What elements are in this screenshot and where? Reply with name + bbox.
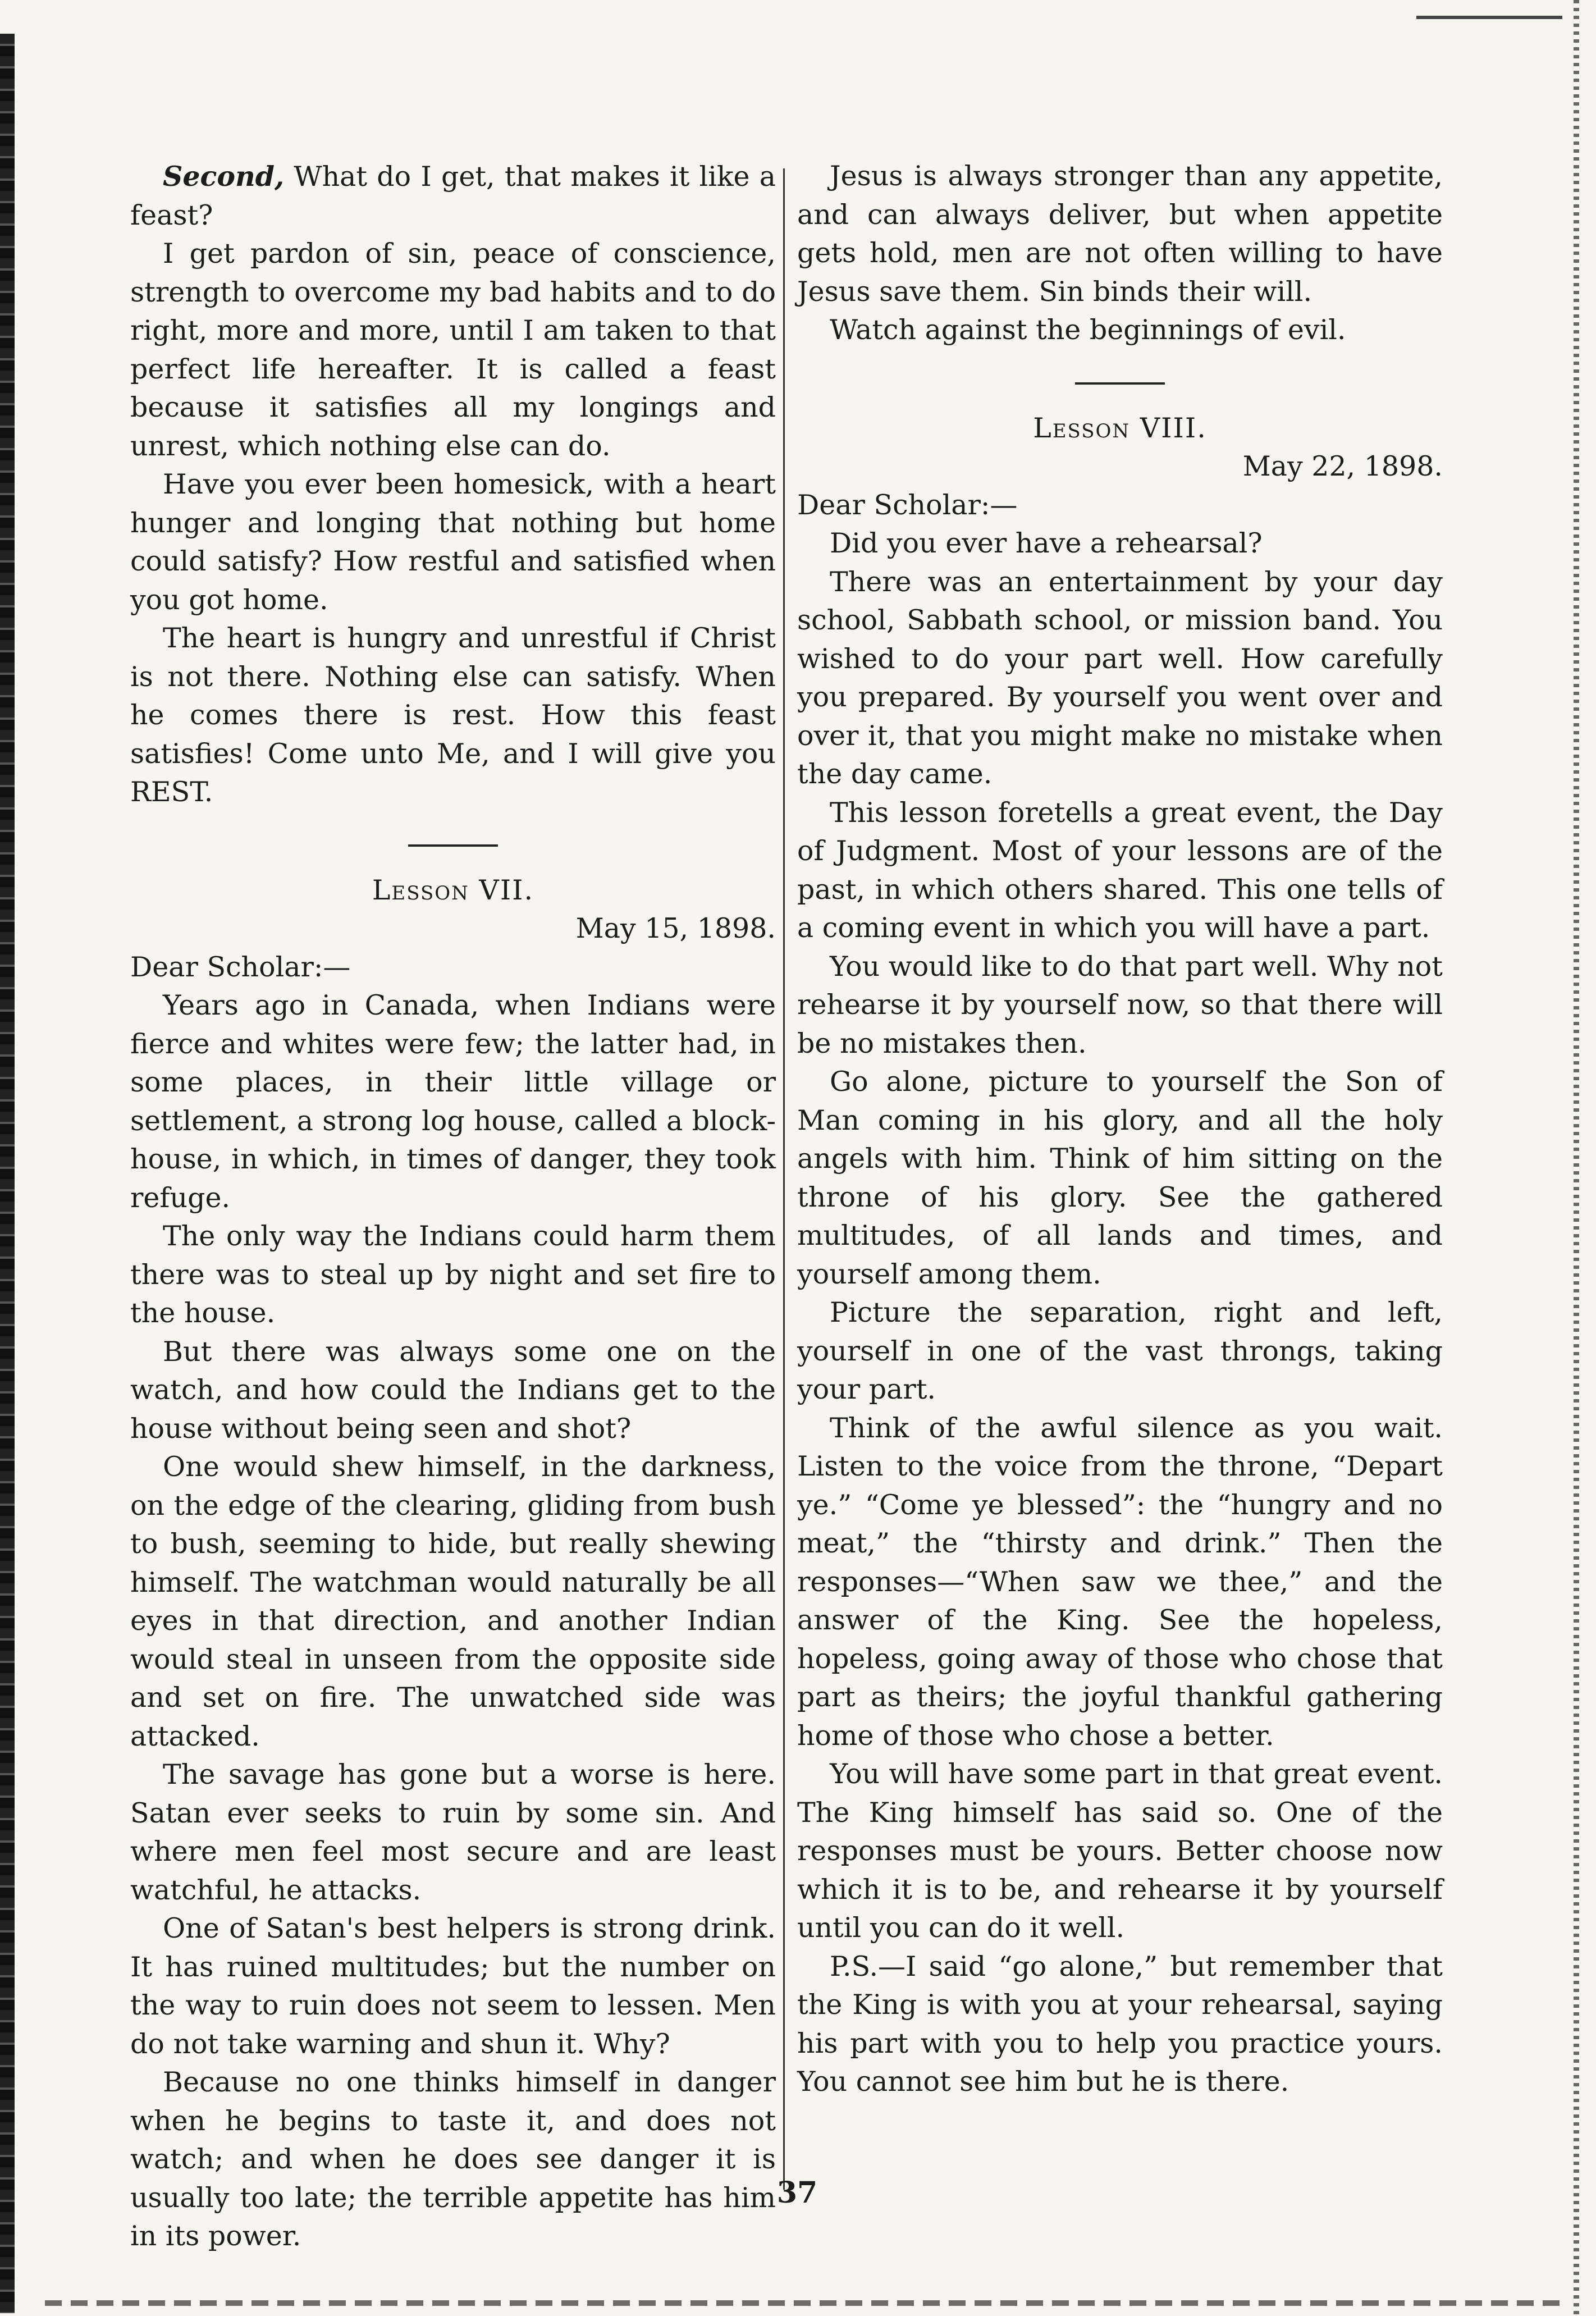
lesson-date: May 15, 1898.: [575, 912, 776, 944]
intro-text: What do I get, that makes it like a feast?: [130, 161, 776, 231]
paragraph: One would shew himself, in the darkness, on the edge of the clearing, gliding from bush to bush, seeming to hide, but really shewing himself. The watchman would naturally be all eyes in that direction, and another Indian would steal in unseen from the opposite side and set on fire. The unwatched side was attacked.: [130, 1451, 776, 1752]
section-divider: [1075, 382, 1165, 385]
paragraph: There was an entertainment by your day school, Sabbath school, or mission band. You wished to do your part well. How carefully you prepared. By yourself you went over and over it, that you might make no mistake when the day came.: [797, 565, 1443, 790]
paragraph: Did you ever have a rehearsal?: [830, 527, 1263, 559]
left-column: [130, 157, 776, 2256]
lesson-title: Lesson VIII.: [1033, 412, 1207, 444]
page-edge-right: [1574, 0, 1579, 2316]
paragraph: The heart is hungry and unrestful if Christ is not there. Nothing else can satisfy. When he comes there is rest. How this feast satisfies! Come unto Me, and I will give you REST.: [130, 622, 776, 808]
paragraph: Go alone, picture to yourself the Son of Man coming in his glory, and all the holy angels with him. Think of him sitting on the throne of his glory. See the gathered multitudes, of all lands and times, and yourself among them.: [797, 1066, 1443, 1290]
section-divider: [408, 844, 498, 847]
paragraph: The savage has gone but a worse is here. Satan ever seeks to ruin by some sin. And where men feel most secure and are least watchful, he attacks.: [130, 1758, 776, 1906]
paragraph: Think of the awful silence as you wait. Listen to the voice from the throne, “Depart ye.” “Come ye blessed”: the “hungry and no meat,” the “thirsty and drink.” Then the responses—“When saw we thee,” and the answer of the King. See the hopeless, hopeless, going away of those who chose that part as theirs; the joyful thankful gathering home of those who chose a better.: [797, 1411, 1443, 1752]
paragraph: Years ago in Canada, when Indians were fierce and whites were few; the latter had, in some places, in their little village or settlement, a strong log house, called a block-house, in which, in times of danger, they took refuge.: [130, 989, 776, 1214]
paragraph: You would like to do that part well. Why not rehearse it by yourself now, so that there will be no mistakes then.: [797, 950, 1443, 1059]
paragraph: The only way the Indians could harm them there was to steal up by night and set fire to the house.: [130, 1220, 776, 1329]
salutation: Dear Scholar:—: [130, 951, 351, 983]
paragraph: Watch against the beginnings of evil.: [830, 314, 1346, 346]
paragraph: Have you ever been homesick, with a heart hunger and longing that nothing but home could satisfy? How restful and satisfied when you got home.: [130, 468, 776, 616]
lesson-date: May 22, 1898.: [1242, 450, 1443, 482]
intro-emphasis: Second,: [163, 160, 285, 193]
paragraph: One of Satan's best helpers is strong drink. It has ruined multitudes; but the number on the way to ruin does not seem to lessen. Men do not take warning and shun it. Why?: [130, 1912, 776, 2060]
paragraph: Picture the separation, right and left, yourself in one of the vast throngs, taking your part.: [797, 1296, 1443, 1405]
paragraph: This lesson foretells a great event, the Day of Judgment. Most of your lessons are of the past, in which others shared. This one tells of a coming event in which you will have a part.: [797, 796, 1443, 944]
lesson-title: Lesson VII.: [372, 874, 534, 906]
page-edge-bottom: [45, 2300, 1561, 2306]
paragraph: P.S.—I said “go alone,” but remember that the King is with you at your rehearsal, saying his part with you to help you practice yours. You cannot see him but he is there.: [797, 1950, 1443, 2098]
intro-paragraph: [130, 157, 776, 235]
paragraph: But there was always some one on the watch, and how could the Indians get to the house without being seen and shot?: [130, 1335, 776, 1445]
paragraph: I get pardon of sin, peace of conscience, strength to overcome my bad habits and to do right, more and more, until I am taken to that perfect life hereafter. It is called a feast because it satisfies all my longings and unrest, which nothing else can do.: [130, 237, 776, 462]
paragraph: Jesus is always stronger than any appetite, and can always deliver, but when appetite gets hold, men are not often willing to have Jesus save them. Sin binds their will.: [797, 160, 1443, 308]
top-rule: [1416, 16, 1562, 19]
column-divider: [783, 168, 785, 2190]
page-number: 37: [776, 2176, 818, 2210]
paragraph: Because no one thinks himself in danger when he begins to taste it, and does not watch; and when he does see danger it is usually too late; the terrible appetite has him in its power.: [130, 2066, 776, 2252]
binding-edge: [0, 34, 15, 2313]
paragraph: You will have some part in that great event. The King himself has said so. One of the responses must be yours. Better choose now which it is to be, and rehearse it by yourself until you can do it well.: [797, 1758, 1443, 1944]
salutation: Dear Scholar:—: [797, 488, 1018, 521]
right-column: [797, 157, 1443, 2102]
